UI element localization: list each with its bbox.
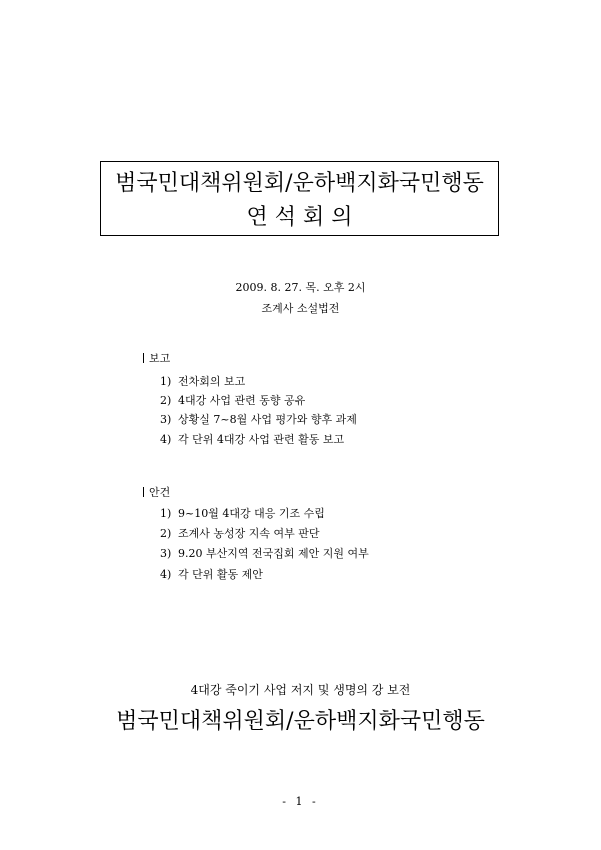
footer-subtitle: 4대강 죽이기 사업 저지 및 생명의 강 보전 [190, 683, 411, 697]
document-subtitle: 연 석 회 의 [246, 205, 353, 230]
item-number: 2) [160, 394, 172, 407]
section-bar [143, 487, 144, 497]
agenda-item [160, 566, 263, 582]
item-number: 4) [160, 433, 172, 446]
item-text: 9.20 부산지역 전국집회 제안 지원 여부 [178, 547, 369, 560]
report-section-heading [143, 350, 170, 366]
meeting-place: 조계사 소설법전 [261, 302, 340, 315]
agenda-item [160, 525, 320, 541]
section-bar [143, 353, 144, 363]
item-text: 조계사 농성장 지속 여부 판단 [178, 527, 320, 540]
item-number: 1) [160, 507, 172, 520]
title-box [100, 161, 499, 236]
item-number: 3) [160, 547, 172, 560]
meeting-date: 2009. 8. 27. 목. 오후 2시 [235, 281, 366, 294]
report-item [160, 411, 357, 427]
item-text: 전차회의 보고 [178, 375, 246, 388]
footer-organization: 범국민대책위원회/운하백지화국민행동 [116, 709, 485, 734]
report-heading-label: 보고 [149, 352, 171, 365]
agenda-item [160, 505, 325, 521]
item-number: 4) [160, 568, 172, 581]
agenda-heading-label: 안건 [149, 486, 171, 499]
report-item [160, 431, 344, 447]
agenda-section-heading [143, 484, 170, 500]
item-number: 2) [160, 527, 172, 540]
item-text: 4대강 사업 관련 동향 공유 [178, 394, 306, 407]
report-item [160, 392, 305, 408]
report-item [160, 373, 245, 389]
document-title: 범국민대책위원회/운하백지화국민행동 [115, 171, 484, 196]
item-text: 9~10월 4대강 대응 기조 수립 [178, 507, 325, 520]
item-text: 각 단위 4대강 사업 관련 활동 보고 [178, 433, 345, 446]
item-text: 상황실 7~8월 사업 평가와 향후 과제 [178, 413, 357, 426]
item-number: 1) [160, 375, 172, 388]
item-text: 각 단위 활동 제안 [178, 568, 263, 581]
item-number: 3) [160, 413, 172, 426]
agenda-item [160, 545, 369, 561]
page-number: - 1 - [282, 795, 319, 808]
